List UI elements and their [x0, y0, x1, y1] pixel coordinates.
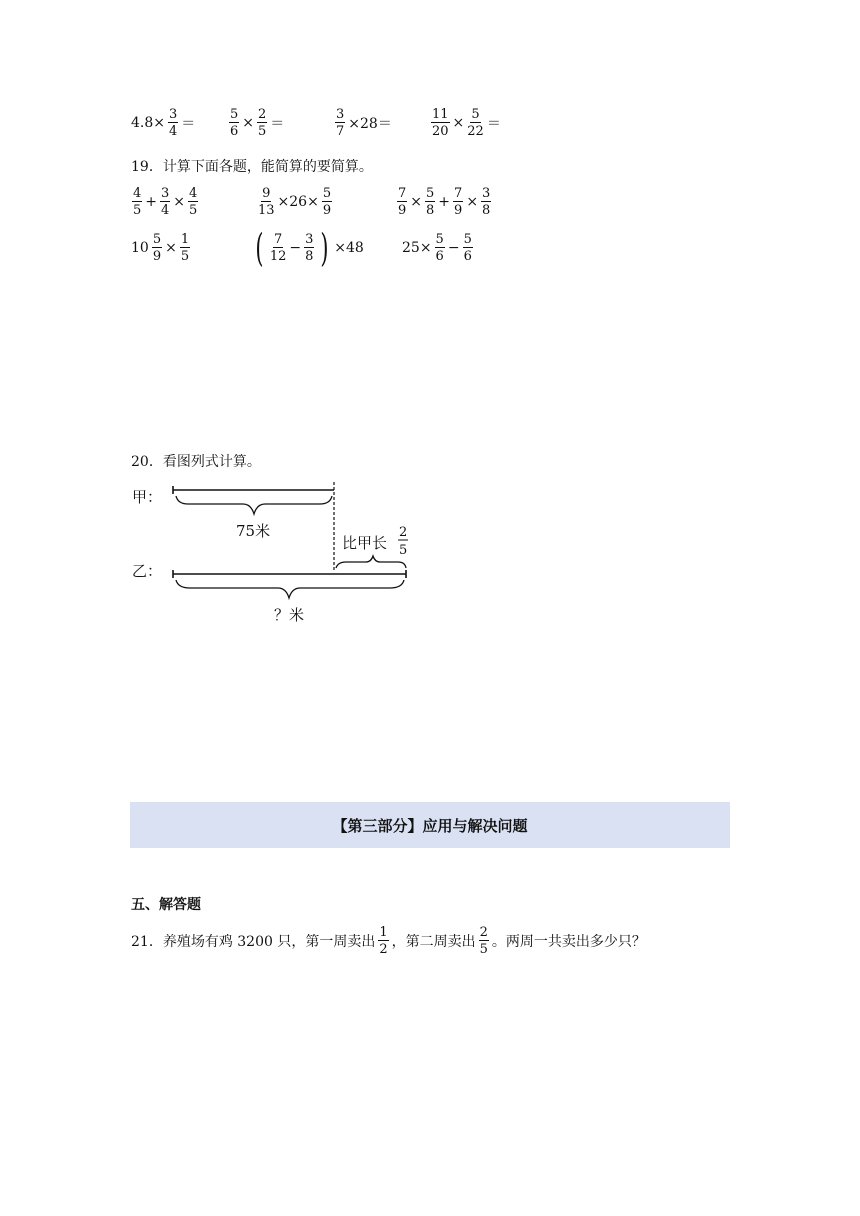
fraction: $\frac{5}{6}$ — [230, 107, 239, 139]
plus-sign: + — [145, 194, 158, 210]
equals-sign: ＝ — [270, 116, 285, 132]
calc-mid: ×26× — [277, 194, 319, 210]
times-sign: × — [466, 194, 479, 210]
right-paren: ) — [320, 226, 329, 270]
part-heading: 五、解答题 — [131, 897, 201, 913]
plus-sign: + — [438, 194, 451, 210]
fraction: $\frac{2}{5}$ — [479, 925, 488, 957]
equals-sign: ＝ — [486, 116, 501, 132]
jia-length-label: 75米 — [236, 522, 271, 540]
extra-fraction-numerator: 2 — [399, 525, 408, 540]
extra-fraction-denominator: 5 — [399, 543, 408, 558]
fraction: $\frac{11}{20}$ — [432, 107, 449, 139]
times-sign: × — [452, 115, 465, 131]
fraction: $\frac{7}{9}$ — [454, 186, 463, 218]
fraction: $\frac{3}{8}$ — [482, 186, 491, 218]
jia-label: 甲： — [132, 488, 163, 506]
fraction: $\frac{3}{4}$ — [161, 186, 170, 218]
extra-brace — [336, 556, 406, 568]
calc-lead: 25× — [402, 240, 432, 256]
question-21 — [131, 926, 646, 956]
times-sign: × — [410, 194, 423, 210]
fraction: $\frac{3}{7}$ — [336, 107, 345, 139]
q19-expression-4 — [131, 233, 191, 263]
calc-item-1 — [131, 108, 195, 138]
calc-item-3 — [334, 108, 392, 138]
fraction: $\frac{2}{5}$ — [258, 107, 267, 139]
q19-expression-3 — [396, 187, 492, 217]
fraction: $\frac{5}{6}$ — [463, 232, 472, 264]
calc-item-4 — [430, 108, 501, 138]
question-20-title: 20．看图列式计算。 — [131, 454, 261, 470]
q19-expression-1 — [131, 187, 199, 217]
fraction: $\frac{5}{22}$ — [467, 107, 484, 139]
minus-sign: − — [289, 240, 302, 256]
fraction: $\frac{9}{13}$ — [258, 186, 275, 218]
q19-expression-5 — [252, 226, 364, 270]
line-segment-diagram — [128, 478, 428, 628]
section-title: 【第三部分】应用与解决问题 — [332, 816, 528, 835]
fraction: $\frac{1}{2}$ — [379, 925, 388, 957]
fraction: $\frac{1}{5}$ — [180, 232, 190, 264]
times-sign: × — [242, 115, 255, 131]
fraction: $\frac{7}{12}$ — [269, 232, 287, 264]
left-paren: ( — [255, 226, 264, 270]
whole-number: 10 — [131, 240, 149, 256]
q21-text-part-1: 21．养殖场有鸡 3200 只，第一周卖出 — [131, 934, 376, 950]
fraction: $\frac{5}{9}$ — [152, 232, 162, 264]
fraction: $\frac{5}{6}$ — [435, 232, 444, 264]
times-sign: × — [165, 240, 177, 256]
q21-text-part-3: 。两周一共卖出多少只？ — [491, 934, 646, 950]
q19-expression-6 — [402, 233, 474, 263]
fraction: $\frac{5}{9}$ — [322, 186, 332, 218]
fraction: $\frac{4}{5}$ — [189, 186, 198, 218]
q21-text-part-2: ，第二周卖出 — [391, 934, 476, 950]
q19-expression-2 — [257, 187, 333, 217]
times-sign: × — [173, 194, 186, 210]
calc-tail: ×28＝ — [348, 116, 392, 132]
fraction: $\frac{5}{8}$ — [426, 186, 435, 218]
yi-label: 乙： — [132, 562, 163, 580]
jia-brace — [176, 496, 332, 514]
fraction: $\frac{7}{9}$ — [398, 186, 407, 218]
section-header — [130, 802, 730, 848]
yi-length-label: ？米 — [274, 606, 305, 624]
question-19-title: 19．计算下面各题，能简算的要简算。 — [131, 159, 373, 175]
fraction: $\frac{3}{4}$ — [169, 107, 178, 139]
calc-lead: 4.8× — [131, 115, 165, 131]
extra-length-text: 比甲长 — [342, 534, 388, 552]
fraction: $\frac{4}{5}$ — [133, 186, 142, 218]
yi-brace — [176, 580, 404, 598]
minus-sign: − — [447, 240, 460, 256]
calc-tail: ×48 — [334, 240, 364, 256]
equals-sign: ＝ — [181, 116, 196, 132]
calc-item-2 — [228, 108, 284, 138]
fraction: $\frac{3}{8}$ — [305, 232, 314, 264]
